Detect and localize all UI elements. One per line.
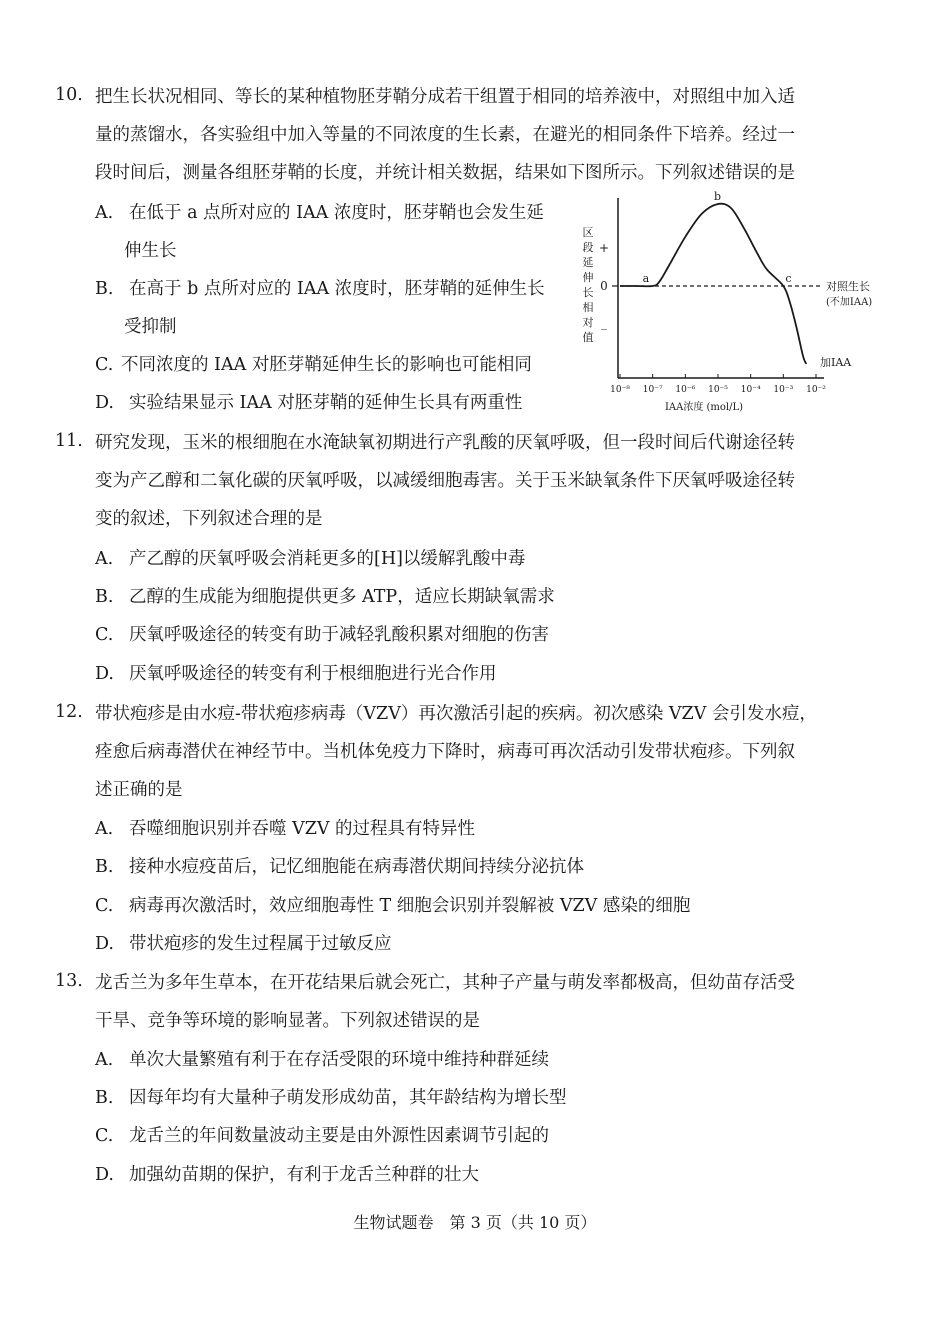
option-a: [95, 547, 525, 571]
question-stem-line: 把生长状况相同、等长的某种植物胚芽鞘分成若干组置于相同的培养液中，对照组中加入适: [95, 87, 795, 107]
question-stem-line: 痊愈后病毒潜伏在神经节中。当机体免疫力下降时，病毒可再次活动引发带状疱疹。下列叙: [95, 742, 795, 762]
x-axis-ticks: [610, 374, 826, 395]
option-label: B.: [95, 857, 114, 877]
x-tick-label: 10⁻⁶: [675, 385, 696, 395]
y-axis-label: [583, 226, 594, 344]
option-text: 病毒再次激活时，效应细胞毒性 T 细胞会识别并裂解被 VZV 感染的细胞: [129, 896, 691, 916]
option-text: 吞噬细胞识别并吞噬 VZV 的过程具有特异性: [129, 819, 476, 839]
option-label: A.: [95, 819, 114, 839]
question-stem-line: 龙舌兰为多年生草本，在开花结果后就会死亡，其种子产量与萌发率都极高，但幼苗存活受: [95, 973, 795, 993]
control-note: (不加IAA): [826, 297, 873, 308]
option-text: 乙醇的生成能为细胞提供更多 ATP，适应长期缺氧需求: [129, 587, 555, 607]
x-tick-label: 10⁻²: [806, 385, 826, 395]
x-tick-label: 10⁻⁸: [610, 385, 630, 395]
option-d: [95, 662, 497, 686]
option-text-continued: 伸生长: [124, 241, 177, 261]
question-stem-line: 述正确的是: [95, 780, 183, 800]
y-axis-label-char: 长: [582, 286, 594, 299]
option-a: [95, 201, 544, 225]
point-label-a: a: [642, 272, 650, 285]
option-text: 厌氧呼吸途径的转变有利于根细胞进行光合作用: [129, 664, 497, 684]
option-text: 不同浓度的 IAA 对胚芽鞘延伸生长的影响也可能相同: [121, 355, 532, 375]
question-number: 12.: [55, 702, 83, 722]
option-text: 加强幼苗期的保护，有利于龙舌兰种群的壮大: [129, 1165, 479, 1185]
question-number: 10.: [55, 85, 83, 105]
y-axis-label-char: 伸: [582, 271, 594, 284]
option-text: 接种水痘疫苗后，记忆细胞能在病毒潜伏期间持续分泌抗体: [129, 857, 584, 877]
option-text: 带状疱疹的发生过程属于过敏反应: [129, 934, 392, 954]
option-a: [95, 1048, 549, 1072]
question-stem-line: 段时间后，测量各组胚芽鞘的长度，并统计相关数据，结果如下图所示。下列叙述错误的是: [95, 163, 795, 183]
option-label: A.: [95, 549, 114, 569]
option-label: D.: [95, 664, 114, 684]
question-stem-line: 量的蒸馏水，各实验组中加入等量的不同浓度的生长素，在避光的相同条件下培养。经过一: [95, 125, 795, 145]
option-d: [95, 932, 392, 956]
series-label: 加IAA: [820, 356, 852, 369]
question-stem-line: 带状疱疹是由水痘-带状疱疹病毒（VZV）再次激活引起的疾病。初次感染 VZV 会引发水痘，: [95, 704, 817, 724]
option-b: [95, 585, 555, 609]
iaa-response-chart: [580, 190, 900, 420]
point-label-c: c: [785, 272, 792, 285]
option-b: [95, 277, 545, 301]
question-number: 13.: [55, 971, 83, 991]
x-tick-label: 10⁻⁵: [708, 385, 728, 395]
page-footer: 生物试题卷 第 3 页（共 10 页）: [353, 1213, 597, 1232]
option-c: [95, 1124, 549, 1148]
option-label: D.: [95, 1165, 114, 1185]
question-stem-line: 变的叙述，下列叙述合理的是: [95, 509, 323, 529]
option-label: B.: [95, 587, 114, 607]
x-tick-label: 10⁻⁴: [740, 385, 761, 395]
option-a: [95, 817, 475, 841]
option-label: B.: [95, 1088, 114, 1108]
option-d: [95, 391, 522, 415]
option-text: 单次大量繁殖有利于在存活受限的环境中维持种群延续: [129, 1050, 549, 1070]
option-label: C.: [95, 896, 114, 916]
option-text: 龙舌兰的年间数量波动主要是由外源性因素调节引起的: [129, 1126, 549, 1146]
option-c: [95, 353, 532, 377]
option-text-continued: 受抑制: [124, 317, 177, 337]
y-axis-label-char: 对: [582, 316, 594, 329]
option-label: D.: [95, 934, 114, 954]
control-label: 对照生长: [826, 280, 870, 293]
option-text: 产乙醇的厌氧呼吸会消耗更多的[H]以缓解乳酸中毒: [129, 549, 526, 569]
option-label: A.: [95, 203, 114, 223]
option-b: [95, 1086, 567, 1110]
option-c: [95, 894, 690, 918]
option-text: 在高于 b 点所对应的 IAA 浓度时，胚芽鞘的延伸生长: [129, 279, 545, 299]
y-plus-sign: +: [598, 241, 610, 255]
option-d: [95, 1163, 479, 1187]
option-label: D.: [95, 393, 114, 413]
x-tick-label: 10⁻⁷: [642, 385, 663, 395]
option-text: 实验结果显示 IAA 对胚芽鞘的延伸生长具有两重性: [129, 393, 523, 413]
option-label: B.: [95, 279, 114, 299]
question-number: 11.: [55, 431, 83, 451]
y-axis-label-char: 相: [582, 301, 594, 314]
option-label: C.: [95, 1126, 114, 1146]
y-axis-label-char: 区: [582, 226, 594, 239]
question-stem-line: 干旱、竞争等环境的影响显著。下列叙述错误的是: [95, 1011, 480, 1031]
y-minus-sign: _: [601, 316, 607, 330]
option-c: [95, 623, 549, 647]
y-axis-label-char: 段: [582, 241, 594, 254]
point-label-b: b: [714, 190, 722, 203]
option-label: A.: [95, 1050, 114, 1070]
question-stem-line: 研究发现，玉米的根细胞在水淹缺氧初期进行产乳酸的厌氧呼吸，但一段时间后代谢途径转: [95, 433, 795, 453]
y-axis-label-char: 延: [582, 256, 594, 269]
x-axis-label: IAA浓度 (mol/L): [664, 402, 744, 413]
option-text: 因每年均有大量种子萌发形成幼苗，其年龄结构为增长型: [129, 1088, 567, 1108]
option-b: [95, 855, 584, 879]
x-tick-label: 10⁻³: [773, 385, 794, 395]
option-label: C.: [95, 355, 114, 375]
option-text: 厌氧呼吸途径的转变有助于减轻乳酸积累对细胞的伤害: [129, 625, 549, 645]
question-stem-line: 变为产乙醇和二氧化碳的厌氧呼吸，以减缓细胞毒害。关于玉米缺氧条件下厌氧呼吸途径转: [95, 471, 795, 491]
option-text: 在低于 a 点所对应的 IAA 浓度时，胚芽鞘也会发生延: [129, 203, 544, 223]
y-axis-label-char: 值: [582, 331, 594, 344]
y-zero-label: 0: [600, 279, 608, 293]
option-label: C.: [95, 625, 114, 645]
